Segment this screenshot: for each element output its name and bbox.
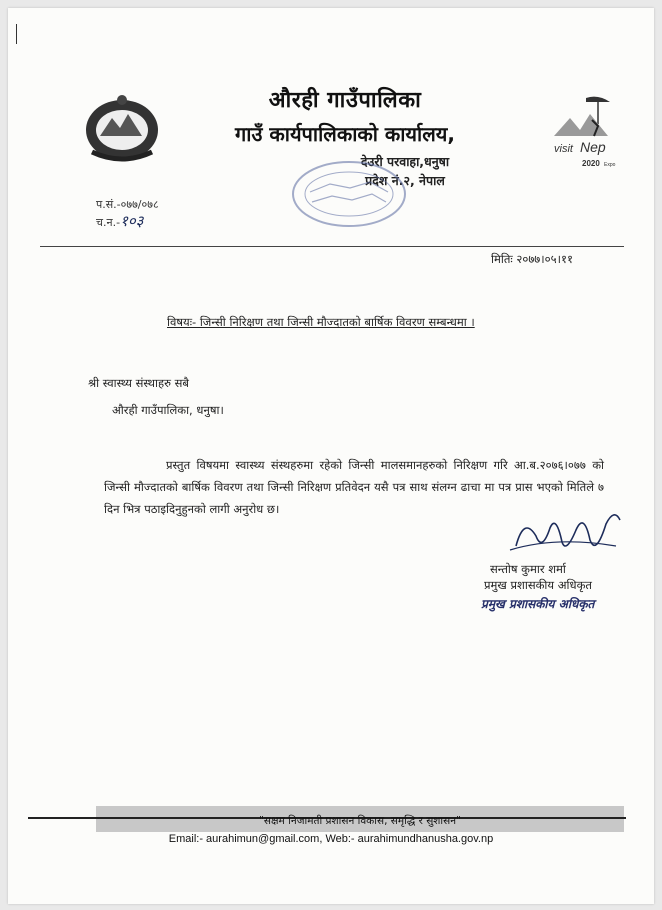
nep-text: Nep bbox=[580, 139, 606, 155]
signatory-title: प्रमुख प्रशासकीय अधिकृत bbox=[484, 578, 592, 592]
reference-block bbox=[96, 196, 159, 231]
subject-line: विषयः- जिन्सी निरिक्षण तथा जिन्सी मौज्दातको बार्षिक विवरण सम्बन्धमा । bbox=[167, 315, 475, 329]
office-name: गाउँ कार्यपालिकाको कार्यालय, bbox=[235, 122, 455, 146]
signatory-name: सन्तोष कुमार शर्मा bbox=[490, 562, 566, 576]
visit-nepal-logo bbox=[550, 96, 620, 176]
recipient-line-1: श्री स्वास्थ्य संस्थाहरु सबै bbox=[88, 376, 189, 390]
office-seal-stamp bbox=[290, 158, 408, 230]
org-name: औरही गाउँपालिका bbox=[268, 88, 422, 113]
letter-body-text: प्रस्तुत विषयमा स्वास्थ्य संस्थहरुमा रहेको जिन्सी मालसमानहरुको निरिक्षण गरि आ.ब.२०७६।०७७ को जिन्सी मौज्दातको बार्षिक विवरण तथा जिन्सी निरिक्षण प्रतिवेदन यसै पत्र साथ संलग्न ढाचा मा पत्र प्रास भएको मितिले ७ दिन भित्र पठाइदिनुहुनको लागी अनुरोध छ। bbox=[104, 458, 604, 516]
letter-date: मितिः २०७७।०५।११ bbox=[491, 252, 573, 266]
chalani-label: च.न.- bbox=[96, 216, 121, 229]
year-text: 2020 bbox=[582, 159, 600, 168]
patra-sankhya: प.सं.-०७७/०७८ bbox=[96, 198, 159, 211]
footer-motto: "सक्षम निजामती प्रशासन विकास, समृद्धि र सुशासन" bbox=[259, 815, 461, 827]
signatory-stamp: प्रमुख प्रशासकीय अधिकृत bbox=[481, 597, 595, 611]
recipient-line-2: औरही गाउँपालिका, धनुषा। bbox=[112, 403, 224, 417]
footer-contact: Email:- aurahimun@gmail.com, Web:- aurahimundhanusha.gov.np bbox=[168, 833, 494, 845]
chalani-line bbox=[96, 213, 159, 231]
chalani-number: १०३ bbox=[120, 212, 144, 230]
header-divider bbox=[40, 246, 624, 247]
binder-mark bbox=[16, 24, 17, 44]
handwritten-signature bbox=[506, 506, 626, 564]
visit-text: visit bbox=[554, 143, 573, 155]
nepal-emblem-logo bbox=[82, 92, 162, 166]
expo-text: Expo bbox=[604, 162, 616, 168]
address-line-2: प्रदेश नं.२, नेपाल bbox=[365, 173, 445, 188]
address-line-1: देउरी परवाहा,धनुषा bbox=[360, 154, 450, 169]
